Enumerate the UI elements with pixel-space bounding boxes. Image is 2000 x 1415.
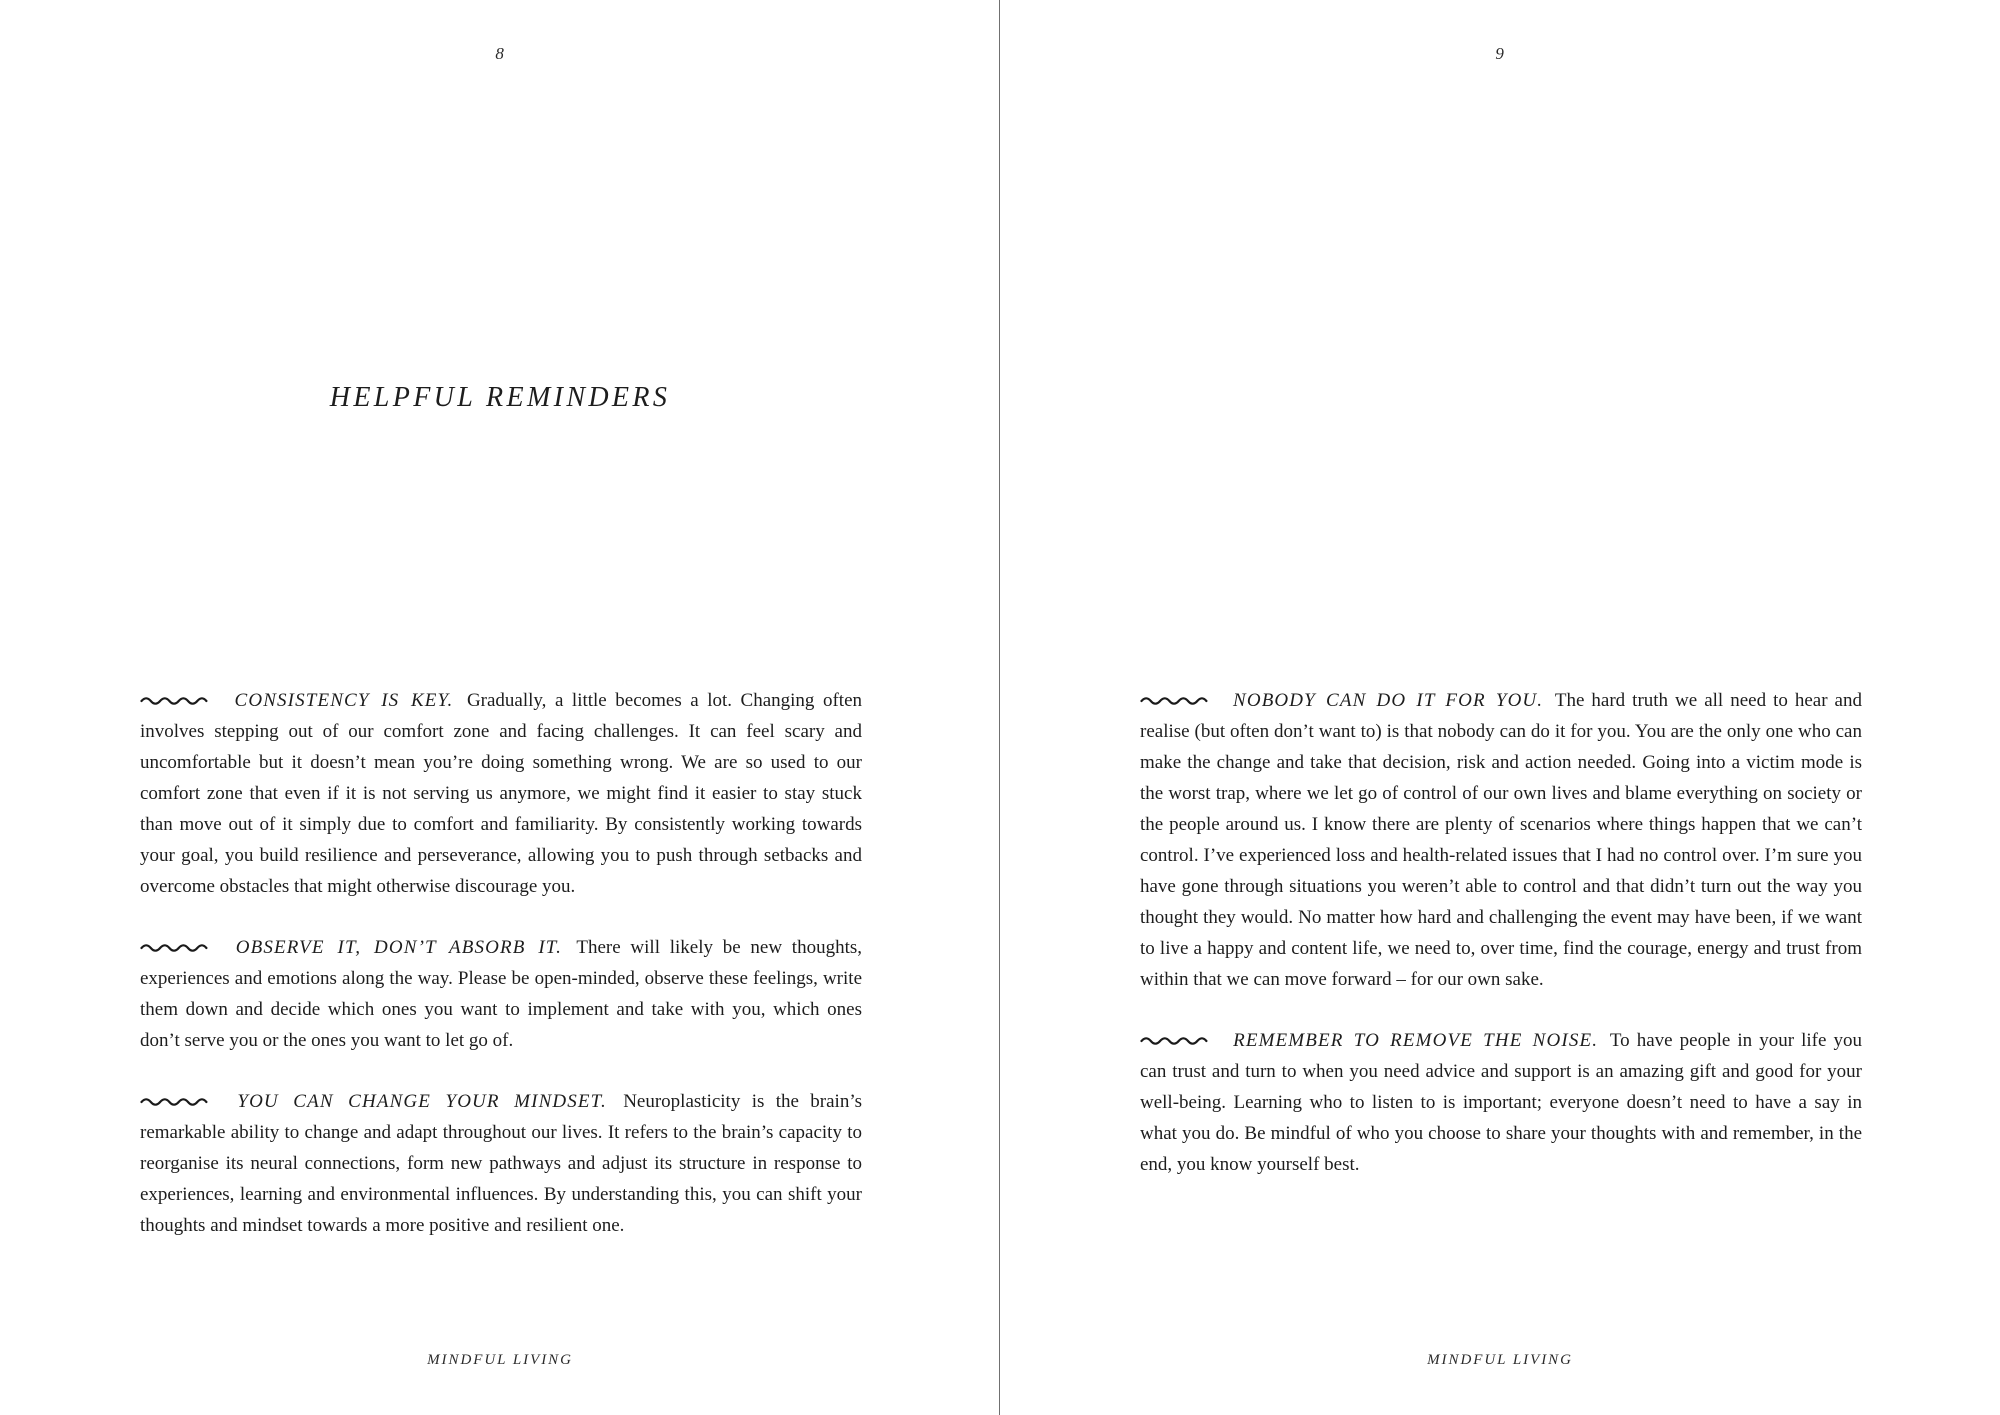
squiggle-ornament-icon xyxy=(140,694,208,706)
squiggle-ornament-icon xyxy=(1140,694,1208,706)
paragraph xyxy=(140,932,862,1056)
squiggle-ornament-icon xyxy=(140,941,208,953)
paragraph xyxy=(1140,685,1862,995)
paragraph-body: Neuroplasticity is the brain’s remarkable ability to change and adapt throughout our lives. It refers to the brain’s capacity to reorganise its neural connections, form new pathways and adjust its structure in response to experiences, learning and environmental influences. By understanding this, you can shift your thoughts and mindset towards a more positive and resilient one. xyxy=(140,1091,863,1236)
paragraph-heading: CONSISTENCY IS KEY. xyxy=(234,690,454,711)
running-footer: MINDFUL LIVING xyxy=(427,1352,573,1368)
page-right xyxy=(1000,0,2000,1415)
paragraph-heading: YOU CAN CHANGE YOUR MINDSET. xyxy=(237,1091,607,1112)
squiggle-ornament-icon xyxy=(140,1095,208,1107)
paragraph-body: The hard truth we all need to hear and realise (but often don’t want to) is that nobody can do it for you. You are the only one who can make the change and take that decision, risk and action needed. Going into a victim mode is the worst trap, where we let go of control of our own lives and blame everything on society or the people around us. I know there are plenty of scenarios where things happen that we can’t control. I’ve experienced loss and health-related issues that I had no control over. I’m sure you have gone through situations you weren’t able to control and that didn’t turn out the way you thought they would. No matter how hard and challenging the event may have been, if we want to live a happy and content life, we need to, over time, find the courage, energy and trust from within that we can move forward – for our own sake. xyxy=(1140,690,1862,990)
paragraph-heading: NOBODY CAN DO IT FOR YOU. xyxy=(1233,690,1544,711)
page-number: 9 xyxy=(1495,44,1505,63)
chapter-title: HELPFUL REMINDERS xyxy=(329,382,671,413)
body-column xyxy=(140,666,862,1260)
paragraph-body: Gradually, a little becomes a lot. Changing often involves stepping out of our comfort zone and facing challenges. It can feel scary and uncomfortable but it doesn’t mean you’re doing something wrong. We are so used to our comfort zone that even if it is not serving us anymore, we might find it easier to stay stuck than move out of it simply due to comfort and familiarity. By consistently working towards your goal, you build resilience and perseverance, allowing you to push through setbacks and overcome obstacles that might otherwise discourage you. xyxy=(140,690,863,897)
page-number: 8 xyxy=(495,44,505,63)
squiggle-ornament-icon xyxy=(1140,1034,1208,1046)
paragraph xyxy=(140,685,862,902)
paragraph-body: There will likely be new thoughts, experiences and emotions along the way. Please be open-minded, observe these feelings, write them down and decide which ones you want to implement and take with you, which ones don’t serve you or the ones you want to let go of. xyxy=(140,937,863,1051)
paragraph xyxy=(1140,1025,1862,1180)
paragraph-heading: REMEMBER TO REMOVE THE NOISE. xyxy=(1233,1030,1599,1051)
paragraph-body: To have people in your life you can trust and turn to when you need advice and support is an amazing gift and good for your well-being. Learning who to listen to is important; everyone doesn’t need to have a say in what you do. Be mindful of who you choose to share your thoughts with and remember, in the end, you know yourself best. xyxy=(1140,1030,1862,1175)
running-footer: MINDFUL LIVING xyxy=(1427,1352,1573,1368)
body-column xyxy=(1140,666,1862,1199)
paragraph-heading: OBSERVE IT, DON’T ABSORB IT. xyxy=(235,937,562,958)
paragraph xyxy=(140,1086,862,1241)
